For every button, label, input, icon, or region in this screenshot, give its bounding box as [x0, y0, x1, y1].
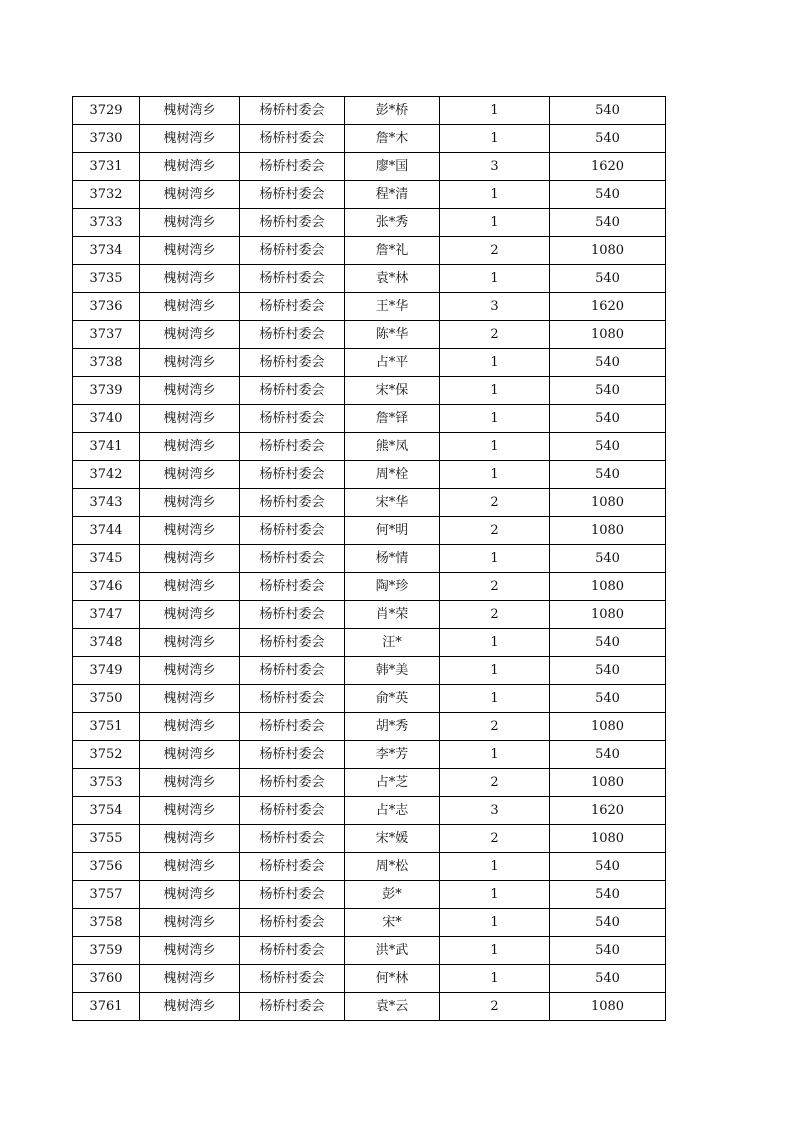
township-cell: 槐树湾乡	[140, 853, 240, 881]
amount-cell: 540	[550, 965, 666, 993]
amount-cell: 1620	[550, 293, 666, 321]
table-row	[73, 349, 666, 377]
count-cell: 1	[440, 433, 550, 461]
township-cell: 槐树湾乡	[140, 685, 240, 713]
amount-cell: 540	[550, 461, 666, 489]
table-row	[73, 293, 666, 321]
township-cell: 槐树湾乡	[140, 657, 240, 685]
table-body	[73, 97, 666, 1021]
count-cell: 1	[440, 405, 550, 433]
amount-cell: 540	[550, 209, 666, 237]
count-cell: 1	[440, 937, 550, 965]
row-number-cell: 3759	[73, 937, 140, 965]
township-cell: 槐树湾乡	[140, 293, 240, 321]
name-cell: 詹*礼	[345, 237, 440, 265]
township-cell: 槐树湾乡	[140, 433, 240, 461]
name-cell: 宋*华	[345, 489, 440, 517]
amount-cell: 540	[550, 433, 666, 461]
village-committee-cell: 杨桥村委会	[240, 489, 345, 517]
amount-cell: 540	[550, 909, 666, 937]
name-cell: 陶*珍	[345, 573, 440, 601]
village-committee-cell: 杨桥村委会	[240, 433, 345, 461]
count-cell: 1	[440, 685, 550, 713]
table-row	[73, 265, 666, 293]
township-cell: 槐树湾乡	[140, 517, 240, 545]
data-table	[72, 96, 666, 1021]
count-cell: 3	[440, 797, 550, 825]
count-cell: 1	[440, 545, 550, 573]
table-row	[73, 237, 666, 265]
row-number-cell: 3738	[73, 349, 140, 377]
township-cell: 槐树湾乡	[140, 209, 240, 237]
village-committee-cell: 杨桥村委会	[240, 209, 345, 237]
row-number-cell: 3758	[73, 909, 140, 937]
row-number-cell: 3755	[73, 825, 140, 853]
table-row	[73, 97, 666, 125]
amount-cell: 1620	[550, 153, 666, 181]
row-number-cell: 3753	[73, 769, 140, 797]
township-cell: 槐树湾乡	[140, 545, 240, 573]
amount-cell: 1080	[550, 321, 666, 349]
count-cell: 1	[440, 657, 550, 685]
table-row	[73, 405, 666, 433]
village-committee-cell: 杨桥村委会	[240, 461, 345, 489]
village-committee-cell: 杨桥村委会	[240, 909, 345, 937]
village-committee-cell: 杨桥村委会	[240, 825, 345, 853]
count-cell: 1	[440, 209, 550, 237]
count-cell: 1	[440, 97, 550, 125]
township-cell: 槐树湾乡	[140, 237, 240, 265]
count-cell: 1	[440, 881, 550, 909]
table-row	[73, 741, 666, 769]
table-row	[73, 713, 666, 741]
name-cell: 肖*荣	[345, 601, 440, 629]
name-cell: 韩*美	[345, 657, 440, 685]
table-row	[73, 937, 666, 965]
name-cell: 彭*桥	[345, 97, 440, 125]
row-number-cell: 3742	[73, 461, 140, 489]
table-row	[73, 629, 666, 657]
count-cell: 2	[440, 825, 550, 853]
row-number-cell: 3730	[73, 125, 140, 153]
village-committee-cell: 杨桥村委会	[240, 993, 345, 1021]
table-row	[73, 461, 666, 489]
amount-cell: 540	[550, 741, 666, 769]
township-cell: 槐树湾乡	[140, 461, 240, 489]
name-cell: 周*栓	[345, 461, 440, 489]
name-cell: 袁*林	[345, 265, 440, 293]
name-cell: 宋*媛	[345, 825, 440, 853]
village-committee-cell: 杨桥村委会	[240, 153, 345, 181]
table-row	[73, 601, 666, 629]
amount-cell: 1080	[550, 601, 666, 629]
row-number-cell: 3752	[73, 741, 140, 769]
row-number-cell: 3748	[73, 629, 140, 657]
township-cell: 槐树湾乡	[140, 181, 240, 209]
row-number-cell: 3757	[73, 881, 140, 909]
name-cell: 占*芝	[345, 769, 440, 797]
row-number-cell: 3756	[73, 853, 140, 881]
table-row	[73, 853, 666, 881]
amount-cell: 540	[550, 349, 666, 377]
village-committee-cell: 杨桥村委会	[240, 685, 345, 713]
township-cell: 槐树湾乡	[140, 993, 240, 1021]
row-number-cell: 3733	[73, 209, 140, 237]
township-cell: 槐树湾乡	[140, 629, 240, 657]
township-cell: 槐树湾乡	[140, 321, 240, 349]
row-number-cell: 3736	[73, 293, 140, 321]
name-cell: 李*芳	[345, 741, 440, 769]
amount-cell: 540	[550, 405, 666, 433]
row-number-cell: 3737	[73, 321, 140, 349]
count-cell: 2	[440, 713, 550, 741]
township-cell: 槐树湾乡	[140, 265, 240, 293]
township-cell: 槐树湾乡	[140, 797, 240, 825]
township-cell: 槐树湾乡	[140, 97, 240, 125]
amount-cell: 1080	[550, 237, 666, 265]
table-row	[73, 909, 666, 937]
name-cell: 周*松	[345, 853, 440, 881]
name-cell: 宋*	[345, 909, 440, 937]
township-cell: 槐树湾乡	[140, 573, 240, 601]
table-row	[73, 657, 666, 685]
count-cell: 1	[440, 349, 550, 377]
count-cell: 1	[440, 909, 550, 937]
township-cell: 槐树湾乡	[140, 713, 240, 741]
row-number-cell: 3741	[73, 433, 140, 461]
village-committee-cell: 杨桥村委会	[240, 349, 345, 377]
amount-cell: 1080	[550, 713, 666, 741]
amount-cell: 540	[550, 265, 666, 293]
village-committee-cell: 杨桥村委会	[240, 713, 345, 741]
count-cell: 1	[440, 125, 550, 153]
row-number-cell: 3746	[73, 573, 140, 601]
village-committee-cell: 杨桥村委会	[240, 769, 345, 797]
village-committee-cell: 杨桥村委会	[240, 265, 345, 293]
row-number-cell: 3729	[73, 97, 140, 125]
village-committee-cell: 杨桥村委会	[240, 573, 345, 601]
township-cell: 槐树湾乡	[140, 909, 240, 937]
village-committee-cell: 杨桥村委会	[240, 657, 345, 685]
village-committee-cell: 杨桥村委会	[240, 741, 345, 769]
table-row	[73, 573, 666, 601]
amount-cell: 1080	[550, 489, 666, 517]
count-cell: 2	[440, 489, 550, 517]
township-cell: 槐树湾乡	[140, 741, 240, 769]
amount-cell: 540	[550, 125, 666, 153]
table-row	[73, 993, 666, 1021]
name-cell: 詹*铎	[345, 405, 440, 433]
village-committee-cell: 杨桥村委会	[240, 629, 345, 657]
township-cell: 槐树湾乡	[140, 349, 240, 377]
row-number-cell: 3749	[73, 657, 140, 685]
amount-cell: 1080	[550, 825, 666, 853]
name-cell: 何*明	[345, 517, 440, 545]
count-cell: 2	[440, 321, 550, 349]
name-cell: 陈*华	[345, 321, 440, 349]
name-cell: 詹*木	[345, 125, 440, 153]
amount-cell: 540	[550, 881, 666, 909]
table-row	[73, 125, 666, 153]
township-cell: 槐树湾乡	[140, 601, 240, 629]
name-cell: 袁*云	[345, 993, 440, 1021]
amount-cell: 1080	[550, 769, 666, 797]
amount-cell: 540	[550, 685, 666, 713]
village-committee-cell: 杨桥村委会	[240, 181, 345, 209]
count-cell: 3	[440, 293, 550, 321]
row-number-cell: 3751	[73, 713, 140, 741]
name-cell: 洪*武	[345, 937, 440, 965]
village-committee-cell: 杨桥村委会	[240, 853, 345, 881]
village-committee-cell: 杨桥村委会	[240, 937, 345, 965]
amount-cell: 540	[550, 97, 666, 125]
row-number-cell: 3743	[73, 489, 140, 517]
count-cell: 2	[440, 573, 550, 601]
name-cell: 熊*凤	[345, 433, 440, 461]
count-cell: 1	[440, 377, 550, 405]
row-number-cell: 3732	[73, 181, 140, 209]
table-row	[73, 153, 666, 181]
count-cell: 3	[440, 153, 550, 181]
amount-cell: 540	[550, 657, 666, 685]
name-cell: 张*秀	[345, 209, 440, 237]
row-number-cell: 3760	[73, 965, 140, 993]
amount-cell: 1620	[550, 797, 666, 825]
village-committee-cell: 杨桥村委会	[240, 545, 345, 573]
name-cell: 宋*保	[345, 377, 440, 405]
village-committee-cell: 杨桥村委会	[240, 405, 345, 433]
name-cell: 占*平	[345, 349, 440, 377]
name-cell: 俞*英	[345, 685, 440, 713]
village-committee-cell: 杨桥村委会	[240, 293, 345, 321]
table-row	[73, 881, 666, 909]
village-committee-cell: 杨桥村委会	[240, 97, 345, 125]
township-cell: 槐树湾乡	[140, 881, 240, 909]
village-committee-cell: 杨桥村委会	[240, 237, 345, 265]
amount-cell: 1080	[550, 573, 666, 601]
count-cell: 2	[440, 601, 550, 629]
row-number-cell: 3761	[73, 993, 140, 1021]
count-cell: 2	[440, 237, 550, 265]
township-cell: 槐树湾乡	[140, 965, 240, 993]
name-cell: 彭*	[345, 881, 440, 909]
township-cell: 槐树湾乡	[140, 377, 240, 405]
township-cell: 槐树湾乡	[140, 153, 240, 181]
table-row	[73, 433, 666, 461]
village-committee-cell: 杨桥村委会	[240, 125, 345, 153]
row-number-cell: 3735	[73, 265, 140, 293]
table-row	[73, 517, 666, 545]
table-row	[73, 545, 666, 573]
row-number-cell: 3734	[73, 237, 140, 265]
table-row	[73, 321, 666, 349]
table-row	[73, 489, 666, 517]
name-cell: 占*志	[345, 797, 440, 825]
row-number-cell: 3745	[73, 545, 140, 573]
village-committee-cell: 杨桥村委会	[240, 321, 345, 349]
row-number-cell: 3744	[73, 517, 140, 545]
name-cell: 何*林	[345, 965, 440, 993]
table-row	[73, 965, 666, 993]
row-number-cell: 3739	[73, 377, 140, 405]
name-cell: 王*华	[345, 293, 440, 321]
table-row	[73, 209, 666, 237]
name-cell: 廖*国	[345, 153, 440, 181]
village-committee-cell: 杨桥村委会	[240, 601, 345, 629]
row-number-cell: 3731	[73, 153, 140, 181]
name-cell: 杨*情	[345, 545, 440, 573]
count-cell: 1	[440, 741, 550, 769]
name-cell: 程*清	[345, 181, 440, 209]
row-number-cell: 3754	[73, 797, 140, 825]
village-committee-cell: 杨桥村委会	[240, 965, 345, 993]
village-committee-cell: 杨桥村委会	[240, 377, 345, 405]
amount-cell: 540	[550, 937, 666, 965]
row-number-cell: 3740	[73, 405, 140, 433]
count-cell: 1	[440, 461, 550, 489]
township-cell: 槐树湾乡	[140, 825, 240, 853]
table-row	[73, 797, 666, 825]
amount-cell: 1080	[550, 517, 666, 545]
amount-cell: 540	[550, 377, 666, 405]
amount-cell: 1080	[550, 993, 666, 1021]
name-cell: 汪*	[345, 629, 440, 657]
amount-cell: 540	[550, 629, 666, 657]
count-cell: 1	[440, 181, 550, 209]
count-cell: 1	[440, 853, 550, 881]
amount-cell: 540	[550, 181, 666, 209]
table-row	[73, 181, 666, 209]
township-cell: 槐树湾乡	[140, 489, 240, 517]
count-cell: 1	[440, 629, 550, 657]
table-row	[73, 377, 666, 405]
row-number-cell: 3750	[73, 685, 140, 713]
village-committee-cell: 杨桥村委会	[240, 797, 345, 825]
village-committee-cell: 杨桥村委会	[240, 881, 345, 909]
table-row	[73, 825, 666, 853]
count-cell: 2	[440, 993, 550, 1021]
township-cell: 槐树湾乡	[140, 769, 240, 797]
row-number-cell: 3747	[73, 601, 140, 629]
township-cell: 槐树湾乡	[140, 125, 240, 153]
amount-cell: 540	[550, 853, 666, 881]
table-row	[73, 685, 666, 713]
table-row	[73, 769, 666, 797]
township-cell: 槐树湾乡	[140, 937, 240, 965]
count-cell: 2	[440, 517, 550, 545]
count-cell: 2	[440, 769, 550, 797]
village-committee-cell: 杨桥村委会	[240, 517, 345, 545]
amount-cell: 540	[550, 545, 666, 573]
count-cell: 1	[440, 965, 550, 993]
name-cell: 胡*秀	[345, 713, 440, 741]
count-cell: 1	[440, 265, 550, 293]
township-cell: 槐树湾乡	[140, 405, 240, 433]
